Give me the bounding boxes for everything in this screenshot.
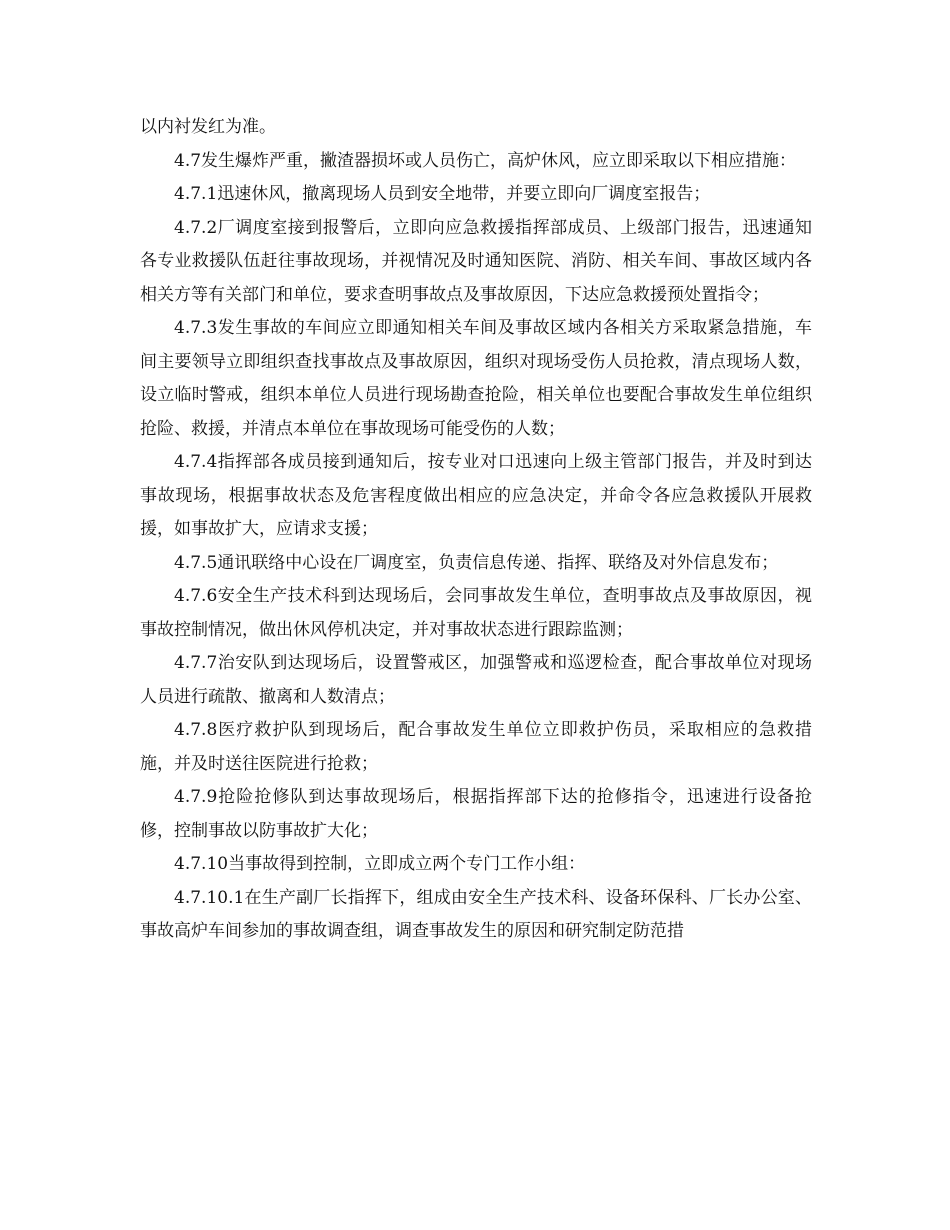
paragraph-4-7-7: 4.7.7治安队到达现场后，设置警戒区，加强警戒和巡逻检查，配合事故单位对现场人员进行疏散、撤离和人数清点；: [140, 653, 812, 707]
paragraph-4-7: 4.7发生爆炸严重，撇渣器损坏或人员伤亡，高炉休风，应立即采取以下相应措施：: [174, 150, 797, 171]
paragraph-4-7-8: 4.7.8医疗救护队到现场后，配合事故发生单位立即救护伤员，采取相应的急救措施，并及时送往医院进行抢救；: [140, 720, 812, 774]
paragraph-4-7-10: 4.7.10当事故得到控制，立即成立两个专门工作小组：: [174, 854, 586, 874]
paragraph-4-7-6: 4.7.6安全生产技术科到达现场后，会同事故发生单位，查明事故点及事故原因，视事故控制情况，做出休风停机决定，并对事故状态进行跟踪监测；: [140, 586, 812, 640]
paragraph-4-7-10-1: 4.7.10.1在生产副厂长指挥下，组成由安全生产技术科、设备环保科、厂长办公室、事故高炉车间参加的事故调查组，调查事故发生的原因和研究制定防范措: [140, 887, 812, 941]
paragraph-4-7-1: 4.7.1迅速休风，撤离现场人员到安全地带，并要立即向厂调度室报告；: [174, 184, 711, 204]
paragraph-4-7-2: 4.7.2厂调度室接到报警后，立即向应急救援指挥部成员、上级部门报告，迅速通知各专业救援队伍赶往事故现场，并视情况及时通知医院、消防、相关车间、事故区域内各相关方等有关部门和单位，要求查明事故点及事故原因，下达应急救援预处置指令；: [140, 217, 812, 305]
paragraph-continuation: 以内衬发红为准。: [140, 117, 276, 137]
paragraph-4-7-9: 4.7.9抢险抢修队到达事故现场后，根据指挥部下达的抢修指令，迅速进行设备抢修，控制事故以防事故扩大化；: [140, 787, 812, 841]
paragraph-4-7-3: 4.7.3发生事故的车间应立即通知相关车间及事故区域内各相关方采取紧急措施，车间主要领导立即组织查找事故点及事故原因，组织对现场受伤人员抢救，清点现场人数，设立临时警戒，组织本单位人员进行现场勘查抢险，相关单位也要配合事故发生单位组织抢险、救援，并清点本单位在事故现场可能受伤的人数；: [140, 318, 812, 439]
paragraph-4-7-5: 4.7.5通讯联络中心设在厂调度室，负责信息传递、指挥、联络及对外信息发布；: [174, 552, 779, 573]
document-page: [140, 111, 812, 949]
paragraph-4-7-4: 4.7.4指挥部各成员接到通知后，按专业对口迅速向上级主管部门报告，并及时到达事故现场，根据事故状态及危害程度做出相应的应急决定，并命令各应急救援队开展救援，如事故扩大，应请求支援；: [140, 452, 812, 539]
